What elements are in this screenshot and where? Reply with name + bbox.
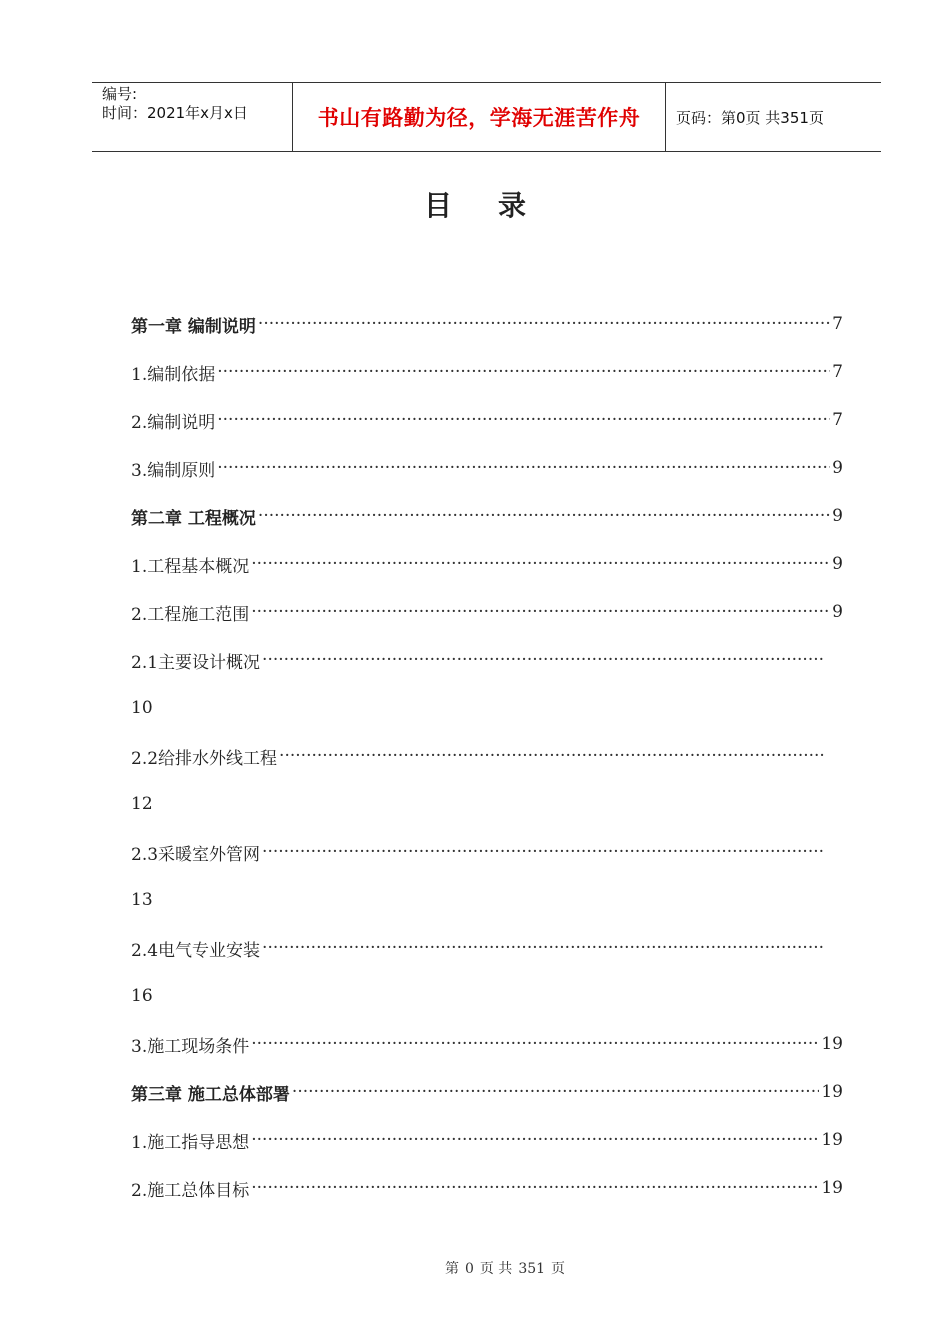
toc-entry-label: 1.施工指导思想 [131, 1132, 250, 1153]
page-footer [0, 1258, 950, 1278]
toc-entry-page: 9 [832, 506, 843, 526]
toc-entry-page: 12 [131, 794, 153, 814]
toc-entry[interactable] [131, 348, 843, 396]
toc-leader-dots [262, 650, 825, 670]
toc-entry[interactable] [131, 1116, 843, 1164]
toc-leader-dots [217, 362, 830, 382]
toc-leader-dots [258, 314, 830, 334]
toc-entry-label: 2.3采暖室外管网 [131, 844, 261, 865]
toc-entry[interactable] [131, 396, 843, 444]
footer-current-page: 0 [464, 1261, 474, 1277]
toc-entry-page-line [131, 972, 843, 1020]
toc-entry-label: 第一章 编制说明 [131, 316, 256, 337]
toc-entry-label: 1.编制依据 [131, 364, 216, 385]
footer-suffix: 页 [551, 1261, 566, 1277]
toc-entry-page: 7 [832, 314, 843, 334]
toc-leader-dots [251, 602, 830, 622]
toc-entry-page: 13 [131, 890, 153, 910]
footer-middle: 页 共 [479, 1261, 513, 1277]
toc-entry-label: 2.2给排水外线工程 [131, 748, 278, 769]
toc-leader-dots [279, 746, 825, 766]
toc-chapter-entry[interactable] [131, 300, 843, 348]
header-motto: 书山有路勤为径，学海无涯苦作舟 [317, 106, 641, 130]
toc-entry[interactable] [131, 1020, 843, 1068]
header-page-info: 页码：第0页 共351页 [676, 108, 824, 127]
header-page-cell [666, 83, 881, 151]
toc-entry-page-line [131, 780, 843, 828]
toc-entry[interactable] [131, 1164, 843, 1212]
footer-total-pages: 351 [518, 1261, 546, 1277]
toc-entry-page: 19 [821, 1130, 843, 1150]
toc-entry-page: 19 [821, 1178, 843, 1198]
toc-leader-dots [251, 554, 830, 574]
toc-entry-label: 第二章 工程概况 [131, 508, 256, 529]
toc-entry-label: 1.工程基本概况 [131, 556, 250, 577]
toc-leader-dots [251, 1034, 819, 1054]
toc-entry-page: 16 [131, 986, 153, 1006]
toc-chapter-entry[interactable] [131, 1068, 843, 1116]
toc-entry-page: 9 [832, 602, 843, 622]
toc-entry-label: 3.编制原则 [131, 460, 216, 481]
toc-entry-label: 2.编制说明 [131, 412, 216, 433]
toc-entry[interactable] [131, 540, 843, 588]
toc-leader-dots [292, 1082, 819, 1102]
toc-entry-page-line [131, 684, 843, 732]
toc-entry[interactable] [131, 828, 843, 876]
table-of-contents [131, 300, 843, 1212]
document-date-label: 时间：2021年x月x日 [102, 104, 248, 122]
toc-entry-page: 7 [832, 362, 843, 382]
toc-entry[interactable] [131, 588, 843, 636]
toc-entry-label: 2.1主要设计概况 [131, 652, 261, 673]
document-header [92, 82, 881, 152]
toc-entry-page: 19 [821, 1082, 843, 1102]
toc-entry-label: 2.4电气专业安装 [131, 940, 261, 961]
toc-leader-dots [217, 458, 830, 478]
page-title: 目录 [423, 189, 572, 222]
footer-prefix: 第 [444, 1261, 459, 1277]
document-number-label: 编号: [102, 85, 138, 103]
toc-entry-page: 9 [832, 458, 843, 478]
toc-leader-dots [251, 1130, 819, 1150]
toc-entry-page: 9 [832, 554, 843, 574]
toc-entry-label: 第三章 施工总体部署 [131, 1084, 290, 1105]
toc-entry[interactable] [131, 924, 843, 972]
toc-entry[interactable] [131, 732, 843, 780]
toc-leader-dots [262, 842, 825, 862]
toc-entry[interactable] [131, 636, 843, 684]
toc-entry-label: 3.施工现场条件 [131, 1036, 250, 1057]
toc-entry-page: 10 [131, 698, 153, 718]
toc-entry-label: 2.施工总体目标 [131, 1180, 250, 1201]
toc-entry-page-line [131, 876, 843, 924]
toc-leader-dots [217, 410, 830, 430]
header-motto-cell [293, 83, 666, 151]
toc-entry[interactable] [131, 444, 843, 492]
toc-leader-dots [258, 506, 830, 526]
header-meta-cell [92, 83, 293, 151]
toc-leader-dots [251, 1178, 819, 1198]
toc-entry-label: 2.工程施工范围 [131, 604, 250, 625]
toc-entry-page: 19 [821, 1034, 843, 1054]
toc-chapter-entry[interactable] [131, 492, 843, 540]
toc-entry-page: 7 [832, 410, 843, 430]
toc-leader-dots [262, 938, 825, 958]
